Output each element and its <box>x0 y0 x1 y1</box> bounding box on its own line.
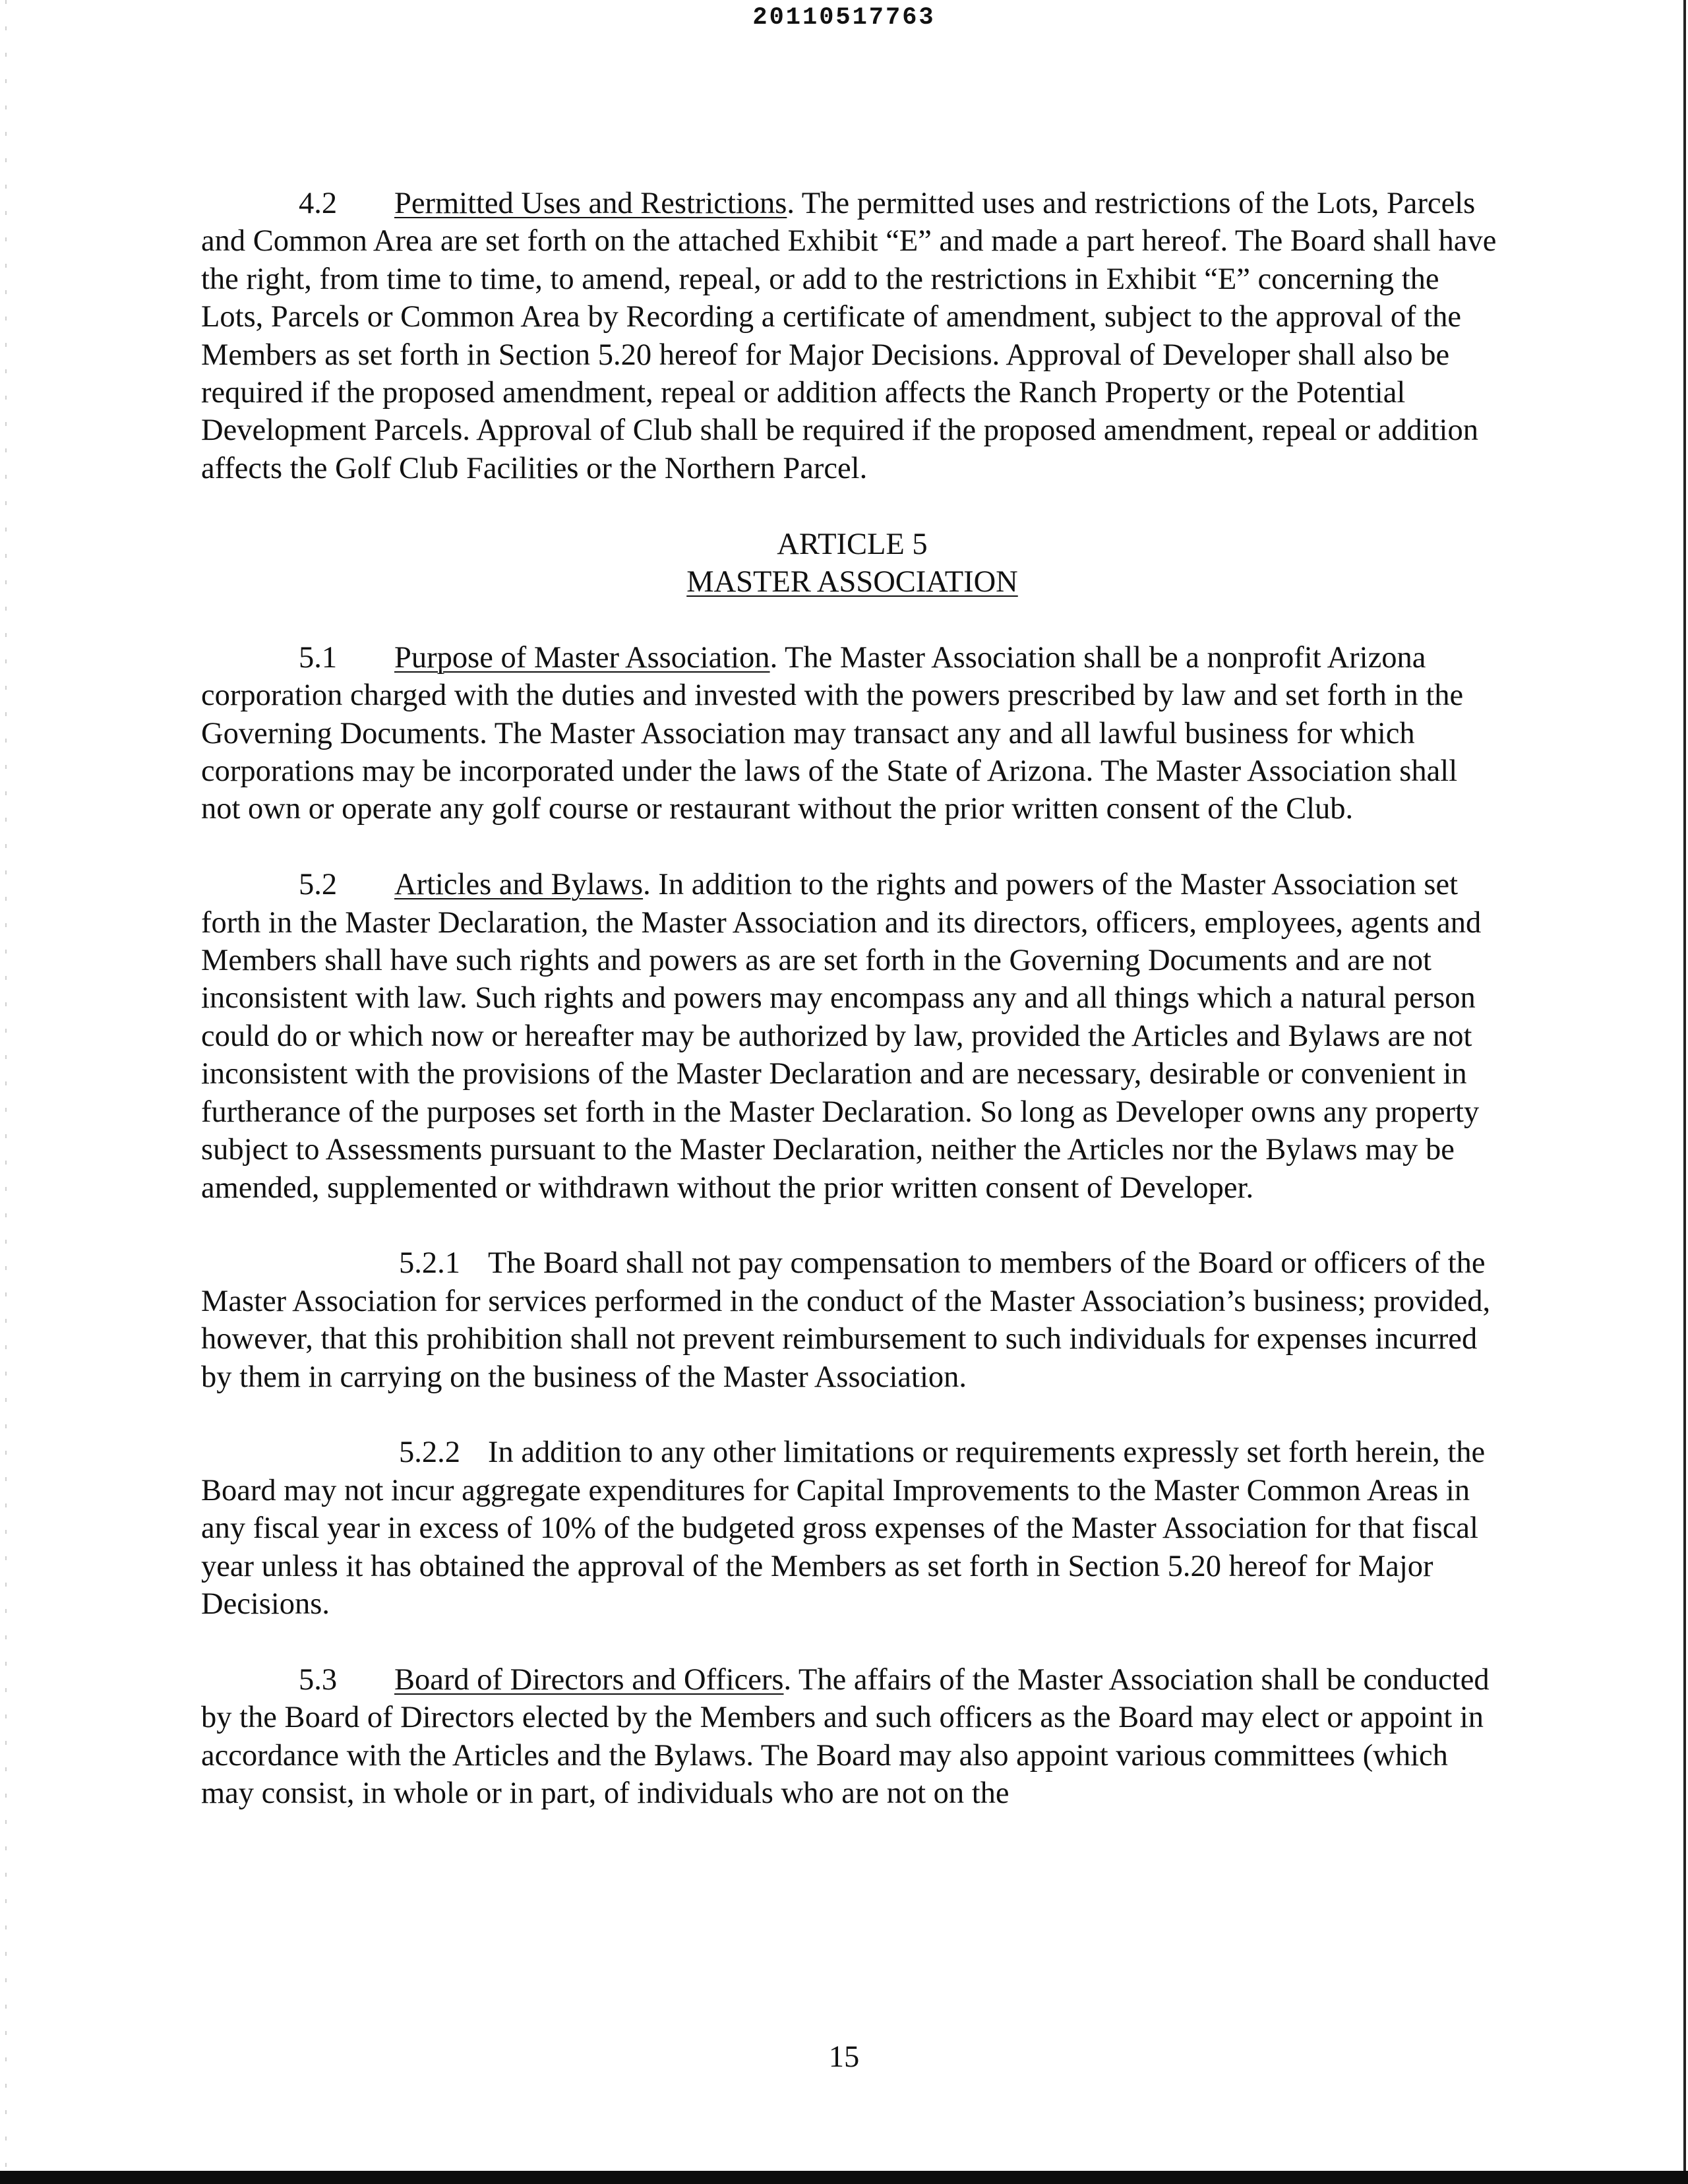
section-5-3 <box>201 1661 1503 1813</box>
scan-artifact-left <box>5 0 7 2176</box>
article-number: ARTICLE 5 <box>777 527 928 561</box>
section-heading: Articles and Bylaws <box>394 868 644 902</box>
section-text: In addition to any other limitations or requirements expressly set forth herein, the Board may not incur aggregate expenditures for Capital Improvements to the Master Common Areas in any fiscal year in excess of 10% of the budgeted gross expenses of the Master Association for that fiscal year unless it has obtained the approval of the Members as set forth in Section 5.20 hereof for Major Decisions. <box>201 1436 1486 1621</box>
section-text: The Board shall not pay compensation to members of the Board or officers of the Master Association for services performed in the conduct of the Master Association’s business; provided, however, that this prohibition shall not prevent reimbursement to such individuals for expenses incurred by them in carrying on the business of the Master Association. <box>201 1246 1491 1394</box>
article-title: MASTER ASSOCIATION <box>686 565 1018 599</box>
scan-border-bottom <box>0 2171 1688 2184</box>
section-heading: Permitted Uses and Restrictions <box>394 187 787 220</box>
section-number: 5.3 <box>299 1662 338 1697</box>
section-text: . The Master Association shall be a nonprofit Arizona corporation charged with the duties and invested with the powers prescribed by law and set forth in the Governing Documents. The Master Association may transact any and all lawful business for which corporations may be incorporated under the laws of the State of Arizona. The Master Association shall not own or operate any golf course or restaurant without the prior written consent of the Club. <box>201 640 1464 826</box>
page-number: 15 <box>828 2040 860 2074</box>
scan-border-right <box>1683 0 1686 2184</box>
section-text: . In addition to the rights and powers of the Master Association set forth in the Master Declaration, the Master Association and its directors, officers, employees, agents and Members shall have such rights and powers as are set forth in the Governing Documents and are not inconsistent with law. Such rights and powers may encompass any and all things which a natural person could do or which now or hereafter may be authorized by law, provided the Articles and Bylaws are not inconsistent with the provisions of the Master Declaration and are necessary, desirable or convenient in furtherance of the purposes set forth in the Master Declaration. So long as Developer owns any property subject to Assessments pursuant to the Master Declaration, neither the Articles nor the Bylaws may be amended, supplemented or withdrawn without the prior written consent of Developer. <box>201 868 1482 1205</box>
section-text: . The affairs of the Master Association shall be conducted by the Board of Directors elected by the Members and such officers as the Board may elect or appoint in accordance with the Articles and the Bylaws. The Board may also appoint various committees (which may consist, in whole or in part, of individuals who are not on the <box>201 1662 1490 1810</box>
section-5-2-2 <box>201 1434 1503 1623</box>
document-number: 20110517763 <box>752 4 936 32</box>
section-heading: Board of Directors and Officers <box>394 1662 784 1697</box>
document-body <box>201 185 1503 1850</box>
section-4-2 <box>201 185 1503 487</box>
section-number: 5.1 <box>299 640 338 675</box>
section-number: 5.2 <box>299 868 338 902</box>
section-number: 4.2 <box>299 187 338 220</box>
section-5-1 <box>201 639 1503 828</box>
section-number: 5.2.1 <box>399 1246 460 1281</box>
article-heading <box>201 526 1503 601</box>
section-text: . The permitted uses and restrictions of the Lots, Parcels and Common Area are set forth on the attached Exhibit “E” and made a part hereof. The Board shall have the right, from time to time, to amend, repeal, or add to the restrictions in Exhibit “E” concerning the Lots, Parcels or Common Area by Recording a certificate of amendment, subject to the approval of the Members as set forth in Section 5.20 hereof for Major Decisions. Approval of Developer shall also be required if the proposed amendment, repeal or addition affects the Ranch Property or the Potential Development Parcels. Approval of Club shall be required if the proposed amendment, repeal or addition affects the Golf Club Facilities or the Northern Parcel. <box>201 187 1497 485</box>
section-heading: Purpose of Master Association <box>394 640 770 675</box>
section-number: 5.2.2 <box>399 1436 460 1470</box>
section-5-2-1 <box>201 1244 1503 1396</box>
section-5-2 <box>201 866 1503 1207</box>
